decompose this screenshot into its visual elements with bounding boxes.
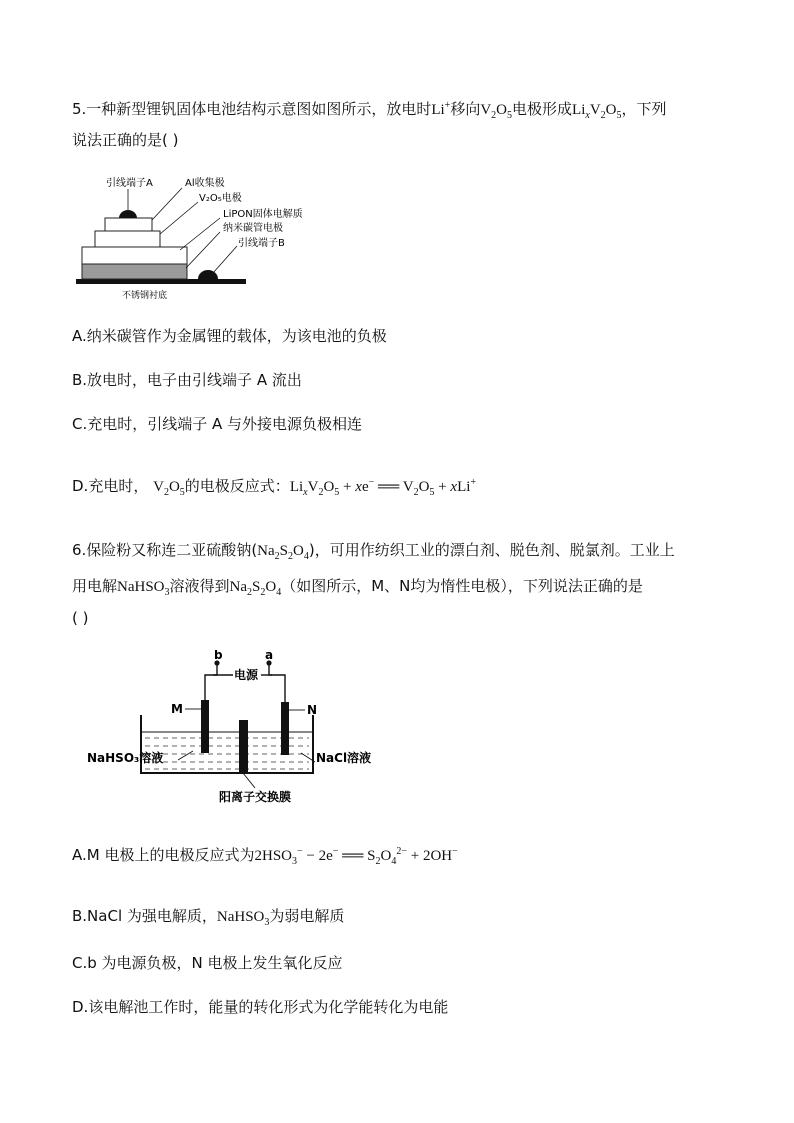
q6-option-a-equation: $2HSO_3^- - 2e^-$ ══ $S_2O_4^{2-} + 2OH^-$ <box>254 846 458 867</box>
q5-option-a: A.纳米碳管作为金属锂的载体，为该电池的负极 <box>72 327 387 345</box>
battery-structure-diagram <box>70 170 340 305</box>
q5-option-d-equation: $Li_xV_2O_5 + xe^-$ ══ $V_2O_5 + xLi^+$ <box>289 477 477 498</box>
terminal-a-bump <box>119 210 137 218</box>
q5-option-b: B.放电时，电子由引线端子 A 流出 <box>72 371 302 389</box>
wire-b <box>205 663 217 700</box>
v2o5-layer <box>95 231 160 247</box>
q5-option-c: C.充电时，引线端子 A 与外接电源负极相连 <box>72 415 363 433</box>
label-nanotube: 纳米碳管电极 <box>223 223 283 234</box>
q6-option-c: C.b 为电源负极，N 电极上发生氧化反应 <box>72 954 343 972</box>
label-terminal-b: 引线端子B <box>238 238 285 249</box>
label-m: M <box>171 702 183 716</box>
lipon-layer <box>82 247 187 264</box>
electrode-m <box>201 700 209 753</box>
q6-option-d: D.该电解池工作时，能量的转化形式为化学能转化为电能 <box>72 998 449 1016</box>
label-substrate: 不锈钢衬底 <box>122 291 168 301</box>
nanotube-layer <box>82 264 187 279</box>
q6-option-a: A.M 电极上的电极反应式为$2HSO_3^- - 2e^-$ ══ $S_2O_4^{2-} + 2OH^-$ <box>72 846 458 867</box>
label-al-collector: Al收集极 <box>185 178 225 189</box>
electrolysis-cell-diagram <box>85 650 395 810</box>
q6-stem-line3: ( ) <box>72 609 89 627</box>
label-b: b <box>214 650 223 662</box>
label-a: a <box>265 650 274 662</box>
label-nacl-solution: NaCl溶液 <box>316 751 372 765</box>
label-lipon: LiPON固体电解质 <box>223 209 303 220</box>
q5-option-d: D.充电时， $V_2O_5$的电极反应式：$Li_xV_2O_5 + xe^-$ ══ $V_2O_5 + xLi^+$ <box>72 477 477 498</box>
q6-option-b: B.NaCl 为强电解质，NaHSO$_3$为弱电解质 <box>72 907 345 928</box>
q5-stem-line2: 说法正确的是( ) <box>72 131 179 149</box>
substrate-base <box>76 279 246 284</box>
q5-stem-line1: 5.一种新型锂钒固体电池结构示意图如图所示，放电时Li+移向$V_2O_5$电极形成$Li_xV_2O_5$，下列 <box>72 100 667 121</box>
label-v2o5: V₂O₅电极 <box>199 193 242 204</box>
cation-exchange-membrane <box>239 720 248 773</box>
label-n: N <box>307 703 318 717</box>
label-power-source: 电源 <box>234 668 259 682</box>
q6-stem-line1: 6.保险粉又称连二亚硫酸钠$(Na_2S_2O_4)$，可用作纺织工业的漂白剂、脱色剂、脱氯剂。工业上 <box>72 541 675 562</box>
electrode-n <box>281 702 289 755</box>
al-layer <box>105 218 152 231</box>
label-terminal-a: 引线端子A <box>106 178 153 189</box>
wire-a <box>269 663 285 702</box>
label-nahso3-solution: NaHSO₃溶液 <box>87 751 164 765</box>
label-membrane: 阳离子交换膜 <box>219 790 292 804</box>
q6-stem-line2: 用电解NaHSO$_3$溶液得到$Na_2S_2O_4$（如图所示，M、N均为惰性电极），下列说法正确的是 <box>72 577 643 598</box>
